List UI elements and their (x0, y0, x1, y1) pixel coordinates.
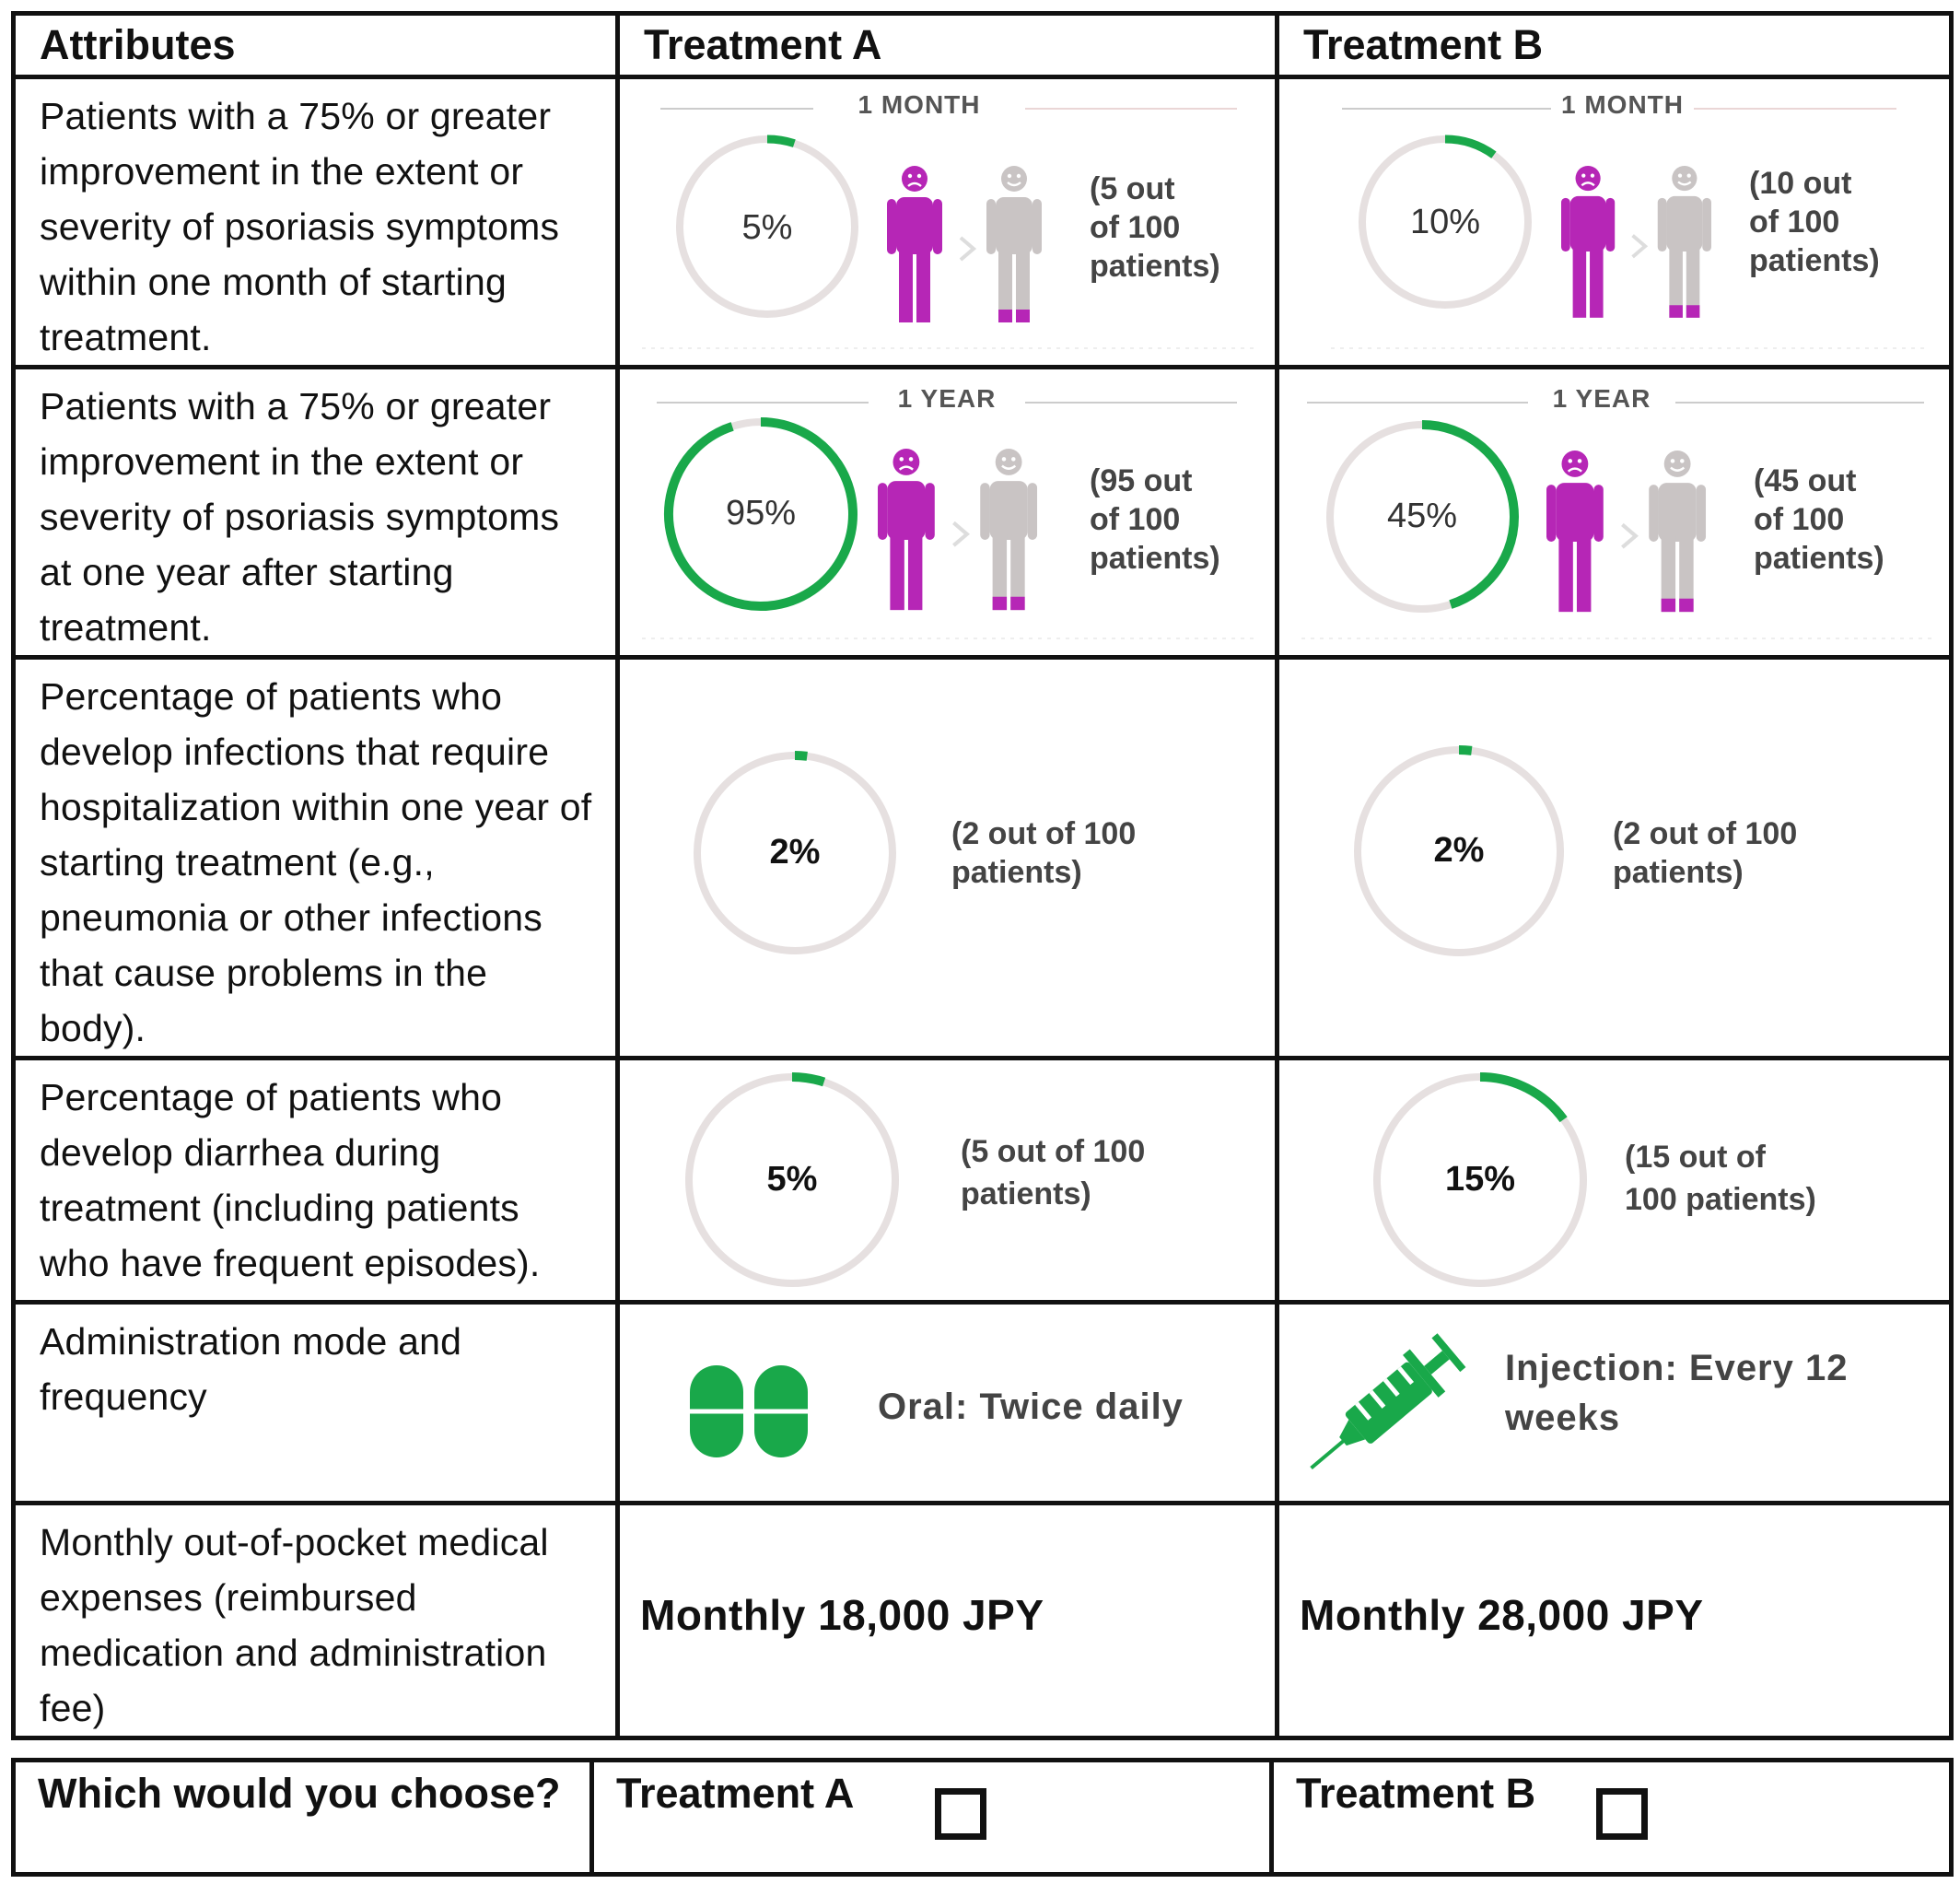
patient-count: (15 out of 100 patients) (1625, 1140, 1816, 1217)
administration-a (618, 1303, 1278, 1504)
ring-progress (1445, 139, 1494, 155)
administration-text: Oral: Twice daily (878, 1387, 1184, 1427)
sad-person-icon (1546, 451, 1604, 612)
choice-a-checkbox[interactable] (935, 1788, 986, 1840)
infection-graphic (620, 660, 1279, 1047)
happy-person-icon (1658, 166, 1711, 318)
choice-option-b-label: Treatment B (1296, 1770, 1536, 1817)
diarrhea-graphic (620, 1060, 1279, 1300)
cost-value: Monthly 28,000 JPY (1300, 1591, 1704, 1639)
diarrhea-b (1278, 1059, 1952, 1303)
efficacy-1-month-b (1278, 77, 1952, 368)
attribute-cost: Monthly out-of-pocket medical expenses (reimbursed medication and administration fee) (14, 1504, 618, 1738)
choice-table (11, 1758, 1954, 1877)
ring-progress (1480, 1077, 1564, 1119)
administration-b (1278, 1303, 1952, 1504)
header-treatment-a: Treatment A (618, 14, 1278, 77)
attribute-efficacy-1-month: Patients with a 75% or greater improvement in the extent or severity of psoriasis symptoms within one month of starting treatment. (14, 77, 618, 368)
happy-person-icon (986, 166, 1042, 322)
percentage-label: 2% (769, 833, 821, 872)
ring-progress (795, 755, 807, 756)
efficacy-1-year-a (618, 368, 1278, 658)
arrow-icon (961, 238, 974, 260)
timeline-label: 1 MONTH (1561, 90, 1684, 119)
infection-b (1278, 658, 1952, 1059)
attribute-diarrhea: Percentage of patients who develop diarrhea during treatment (including patients who have frequent episodes). (14, 1059, 618, 1303)
patient-count: (5 out of 100 patients) (1090, 171, 1220, 284)
diarrhea-graphic (1279, 1060, 1954, 1300)
patient-count: (2 out of 100 patients) (951, 816, 1137, 890)
arrow-icon (1633, 236, 1646, 257)
efficacy-1-month-a (618, 77, 1278, 368)
attribute-efficacy-1-year: Patients with a 75% or greater improvement in the extent or severity of psoriasis symptoms at one year after starting treatment. (14, 368, 618, 658)
percentage-label: 5% (741, 208, 793, 247)
sad-person-icon (887, 166, 942, 322)
choice-question: Which would you choose? (14, 1761, 592, 1875)
cost-value: Monthly 18,000 JPY (640, 1591, 1044, 1639)
percentage-label: 10% (1409, 203, 1481, 241)
patient-count: (2 out of 100 patients) (1613, 816, 1798, 890)
timeline-label: 1 YEAR (897, 384, 997, 413)
choice-option-a[interactable] (592, 1761, 1272, 1875)
choice-card-table (11, 11, 1954, 1740)
choice-option-b[interactable] (1272, 1761, 1952, 1875)
sad-person-icon (878, 449, 935, 610)
happy-person-icon (980, 449, 1037, 610)
ring-progress (792, 1077, 824, 1082)
patient-count: (95 out of 100 patients) (1090, 463, 1220, 576)
percentage-label: 95% (725, 494, 797, 532)
percentage-label: 45% (1386, 497, 1458, 535)
sad-person-icon (1561, 166, 1615, 318)
ring-progress (1459, 750, 1472, 751)
infection-a (618, 658, 1278, 1059)
timeline-label: 1 MONTH (858, 90, 981, 119)
choice-b-checkbox[interactable] (1596, 1788, 1648, 1840)
header-treatment-b: Treatment B (1278, 14, 1952, 77)
timeline-label: 1 YEAR (1552, 384, 1651, 413)
patient-count: (10 out of 100 patients) (1749, 166, 1880, 278)
percentage-label: 2% (1433, 831, 1485, 870)
patient-count: (5 out of 100 patients) (961, 1134, 1146, 1211)
diarrhea-a (618, 1059, 1278, 1303)
attribute-infection-hospitalization: Percentage of patients who develop infections that require hospitalization within one year of starting treatment (e.g., pneumonia or other infections that cause problems in the body). (14, 658, 618, 1059)
ring-progress (767, 139, 794, 144)
percentage-label: 5% (766, 1160, 818, 1199)
arrow-icon (953, 522, 966, 545)
header-attributes: Attributes (14, 14, 618, 77)
percentage-label: 15% (1444, 1160, 1516, 1199)
efficacy-1-year-b (1278, 368, 1952, 658)
attribute-administration: Administration mode and frequency (14, 1303, 618, 1504)
arrow-icon (1622, 524, 1635, 547)
patient-count: (45 out of 100 patients) (1754, 463, 1884, 576)
choice-option-a-label: Treatment A (616, 1770, 855, 1817)
administration-text: Injection: Every 12 weeks (1505, 1348, 1849, 1438)
happy-person-icon (1649, 451, 1706, 612)
cost-b (1278, 1504, 1952, 1738)
cost-a (618, 1504, 1278, 1738)
